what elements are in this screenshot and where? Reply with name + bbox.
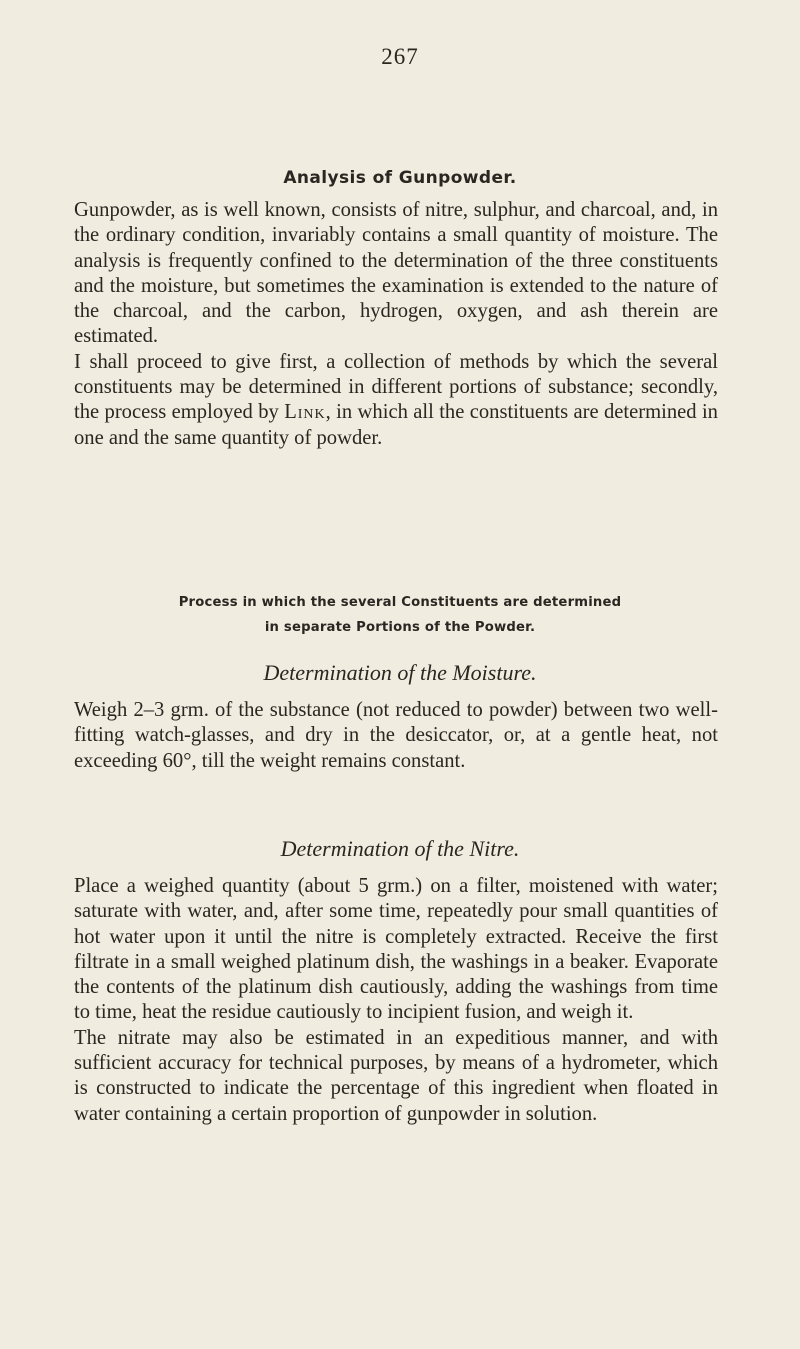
intro-paragraph-2-start: I shall proceed to give first, a collection of methods by which the several constituents may be determined in different portions of substance; secondly, the process employed by [74, 350, 718, 424]
section-title: Analysis of Gunpowder. [283, 168, 517, 188]
author-name-link: Link [284, 401, 326, 424]
moisture-heading: Determination of the Moisture. [263, 660, 537, 685]
nitre-paragraph-2: The nitrate may also be estimated in an expeditious manner, and with sufficient accuracy for technical purposes, by means of a hydrometer, which is constructed to indicate the percentage of this ingredient when floated in water containing a certain proportion of gunpowder in solution. [74, 1026, 718, 1125]
nitre-heading: Determination of the Nitre. [280, 836, 520, 861]
process-heading-line-2: in separate Portions of the Powder. [264, 620, 536, 635]
nitre-paragraph-1: Place a weighed quantity (about 5 grm.) on a filter, moistened with water; saturate with water, and, after some time, repeatedly pour small quantities of hot water upon it until the nitre is completely extracted. Receive the first filtrate in a small weighed platinum dish, the washings in a beaker. Evaporate the contents of the platinum dish cautiously, adding the washings from time to time, heat the residue cautiously to incipient fusion, and weigh it. [74, 875, 718, 1024]
process-heading-line-1: Process in which the several Constituents are determined [178, 595, 622, 610]
moisture-paragraph: Weigh 2–3 grm. of the substance (not reduced to powder) between two well-fitting watch-glasses, and dry in the desiccator, or, at a gentle heat, not exceeding 60°, till the weight remains constant. [74, 699, 718, 772]
page-number: 267 [381, 44, 419, 69]
nitre-text-block [74, 874, 718, 1127]
intro-paragraph-1: Gunpowder, as is well known, consists of nitre, sulphur, and charcoal, and, in the ordinary condition, invariably contains a small quantity of moisture. The analysis is frequently confined to the determination of the three constituents and the moisture, but sometimes the examination is extended to the nature of the charcoal, and the carbon, hydrogen, oxygen, and ash therein are estimated. [74, 199, 718, 348]
intro-paragraph-2 [74, 350, 718, 451]
intro-paragraph-2-end: , in which all the constituents are determined in one and the same quantity of powder. [74, 401, 718, 449]
moisture-text-block [74, 698, 718, 774]
intro-text [74, 198, 718, 451]
